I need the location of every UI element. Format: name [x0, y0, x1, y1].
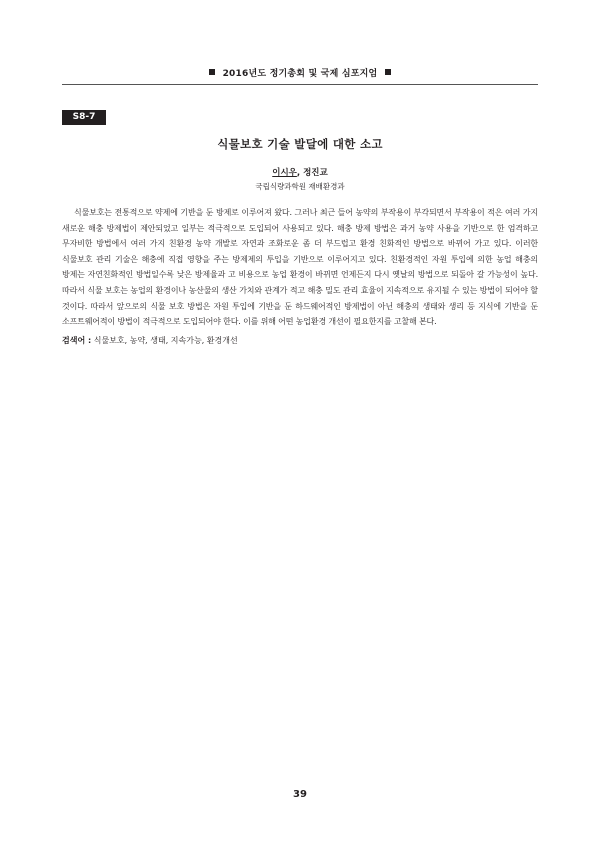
paper-title: 식물보호 기술 발달에 대한 소고 [217, 137, 383, 151]
abstract-paragraph: 식물보호는 전통적으로 약제에 기반을 둔 방제로 이루어져 왔다. 그러나 최근 들어 농약의 부작용이 부각되면서 부작용이 적은 여러 가지 새로운 해충 방제법이 제안되었고 일부는 적극적으로 도입되어 사용되고 있다. 해충 방제 방법은 과거 농약 사용을 기반으로 한 엄격하고 무자비한 방법에서 여러 가지 친환경 농약 개발로 자연과 조화로운 좀 더 부드럽고 환경 친화적인 방법으로 바뀌어 가고 있다. 이러한 식물보호 관리 기술은 해충에 직접 영향을 주는 방제제의 투입을 기반으로 이루어지고 있다. 친환경적인 자원 투입에 의한 농업 해충의 방제는 자연친화적인 방법일수록 낮은 방제율과 고 비용으로 농업 환경이 바뀌면 언제든지 다시 옛날의 방법으로 되돌아 갈 가능성이 높다. 따라서 식물 보호는 농업의 환경이나 농산물의 생산 가치와 관계가 적고 해충 밀도 관리 효율이 지속적으로 유지될 수 있는 방법이 되어야 할 것이다. 따라서 앞으로의 식물 보호 방법은 자원 투입에 기반을 둔 하드웨어적인 방제법이 아닌 해충의 생태와 생리 등 지식에 기반을 둔 소프트웨어적이 방법이 적극적으로 도입되어야 한다. 이를 위해 어떤 농업환경 개선이 필요한지를 고찰해 본다. [62, 208, 538, 327]
keywords-line [62, 335, 238, 346]
author-line [0, 166, 600, 178]
page-number: 39 [293, 789, 307, 800]
square-bullet-icon [209, 69, 215, 75]
running-header-text: 2016년도 정기총회 및 국제 심포지엄 [222, 69, 378, 79]
author-separator: , [296, 168, 304, 178]
keywords-values: 식물보호, 농약, 생태, 지속가능, 환경개선 [93, 336, 238, 345]
session-badge: S8-7 [62, 110, 106, 125]
running-header [0, 66, 600, 79]
header-divider [62, 84, 538, 85]
keywords-label: 검색어 : [62, 336, 92, 345]
first-author: 이시우 [272, 168, 297, 178]
second-author: 정진교 [303, 168, 328, 178]
square-bullet-icon [385, 69, 391, 75]
affiliation: 국립식량과학원 재배환경과 [255, 182, 345, 191]
